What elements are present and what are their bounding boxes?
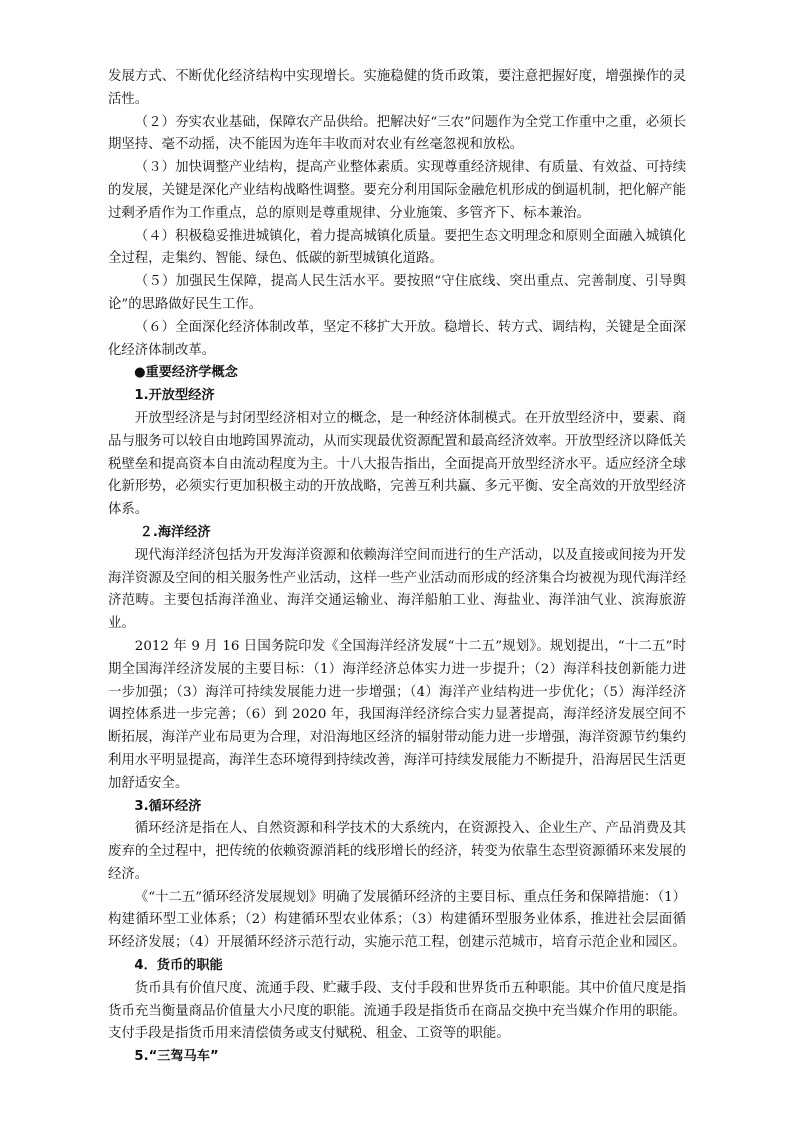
heading-troika: 5.“三驾马车”	[134, 1049, 219, 1065]
heading-circular-economy: 3.循环经济	[134, 798, 202, 814]
paragraph-money-functions: 货币具有价值尺度、流通手段、贮藏手段、支付手段和世界货币五种职能。其中价值尺度是指货币充当衡量商品价值量大小尺度的职能。流通手段是指货币在商品交换中充当媒介作用的职能。支付手段是指货币用来清偿债务或支付赋税、租金、工资等的职能。	[108, 980, 686, 1042]
paragraph-circular-economy-2: 《“十二五”循环经济发展规划》明确了发展循环经济的主要目标、重点任务和保障措施：（1）构建循环型工业体系；（2）构建循环型农业体系；（3）构建循环型服务业体系，推进社会层面循环经济发展；（4）开展循环经济示范行动，实施示范工程，创建示范城市，培育示范企业和园区。	[108, 889, 686, 951]
paragraph-circular-economy-1: 循环经济是指在人、自然资源和科学技术的大系统内，在资源投入、企业生产、产品消费及其废弃的全过程中，把传统的依赖资源消耗的线形增长的经济，转变为依靠生态型资源循环来发展的经济。	[108, 821, 686, 882]
paragraph-open-economy: 开放型经济是与封闭型经济相对立的概念，是一种经济体制模式。在开放型经济中，要素、商品与服务可以较自由地跨国界流动，从而实现最优资源配置和最高经济效率。开放型经济以降低关税壁垒和提高资本自由流动程度为主。十八大报告指出，全面提高开放型经济水平。适应经济全球化新形势，必须实行更加积极主动的开放战略，完善互利共赢、多元平衡、安全高效的开放型经济体系。	[108, 410, 686, 518]
paragraph-item-4: （４）积极稳妥推进城镇化，着力提高城镇化质量。要把生态文明理念和原则全面融入城镇化全过程，走集约、智能、绿色、低碳的新型城镇化道路。	[108, 228, 686, 267]
paragraph-ocean-economy-2: 2012 年 9 月 16 日国务院印发《全国海洋经济发展“十二五”规划》。规划提出，“十二五”时期全国海洋经济发展的主要目标：（1）海洋经济总体实力进一步提升；（2）海洋科技创新能力进一步加强；（3）海洋可持续发展能力进一步增强；（4）海洋产业结构进一步优化；（5）海洋经济调控体系进一步完善；（6）到 2020 年，我国海洋经济综合实力显著提高，海洋经济发展空间不断拓展，海洋产业布局更为合理，对沿海地区经济的辐射带动能力进一步增强，海洋资源节约集约利用水平明显提高，海洋生态环境得到持续改善，海洋可持续发展能力不断提升，沿海居民生活更加舒适安全。	[108, 638, 686, 791]
heading-open-economy: 1.开放型经济	[134, 388, 215, 404]
section-heading: ●重要经济学概念	[134, 365, 238, 381]
document-page	[108, 66, 686, 1069]
heading-money-functions: 4．货币的职能	[134, 958, 223, 974]
paragraph-intro: 发展方式、不断优化经济结构中实现增长。实施稳健的货币政策，要注意把握好度，增强操作的灵活性。	[108, 69, 686, 107]
paragraph-item-5: （５）加强民生保障，提高人民生活水平。要按照“守住底线、突出重点、完善制度、引导舆论”的思路做好民生工作。	[108, 274, 686, 312]
paragraph-item-6: （６）全面深化经济体制改革，坚定不移扩大开放。稳增长、转方式、调结构，关键是全面深化经济体制改革。	[108, 319, 686, 358]
paragraph-item-3: （３）加快调整产业结构，提高产业整体素质。实现尊重经济规律、有质量、有效益、可持续的发展，关键是深化产业结构战略性调整。要充分利用国际金融危机形成的倒逼机制，把化解产能过剩矛盾作为工作重点，总的原则是尊重规律、分业施策、多管齐下、标本兼治。	[108, 160, 686, 221]
paragraph-item-2: （２）夯实农业基础，保障农产品供给。把解决好“三农”问题作为全党工作重中之重，必须长期坚持、毫不动摇，决不能因为连年丰收而对农业有丝毫忽视和放松。	[108, 114, 686, 153]
paragraph-ocean-economy-1: 现代海洋经济包括为开发海洋资源和依赖海洋空间而进行的生产活动，以及直接或间接为开发海洋资源及空间的相关服务性产业活动，这样一些产业活动而形成的经济集合均被视为现代海洋经济范畴。主要包括海洋渔业、海洋交通运输业、海洋船舶工业、海盐业、海洋油气业、滨海旅游业。	[108, 547, 686, 632]
heading-ocean-economy: ２.海洋经济	[139, 524, 211, 540]
